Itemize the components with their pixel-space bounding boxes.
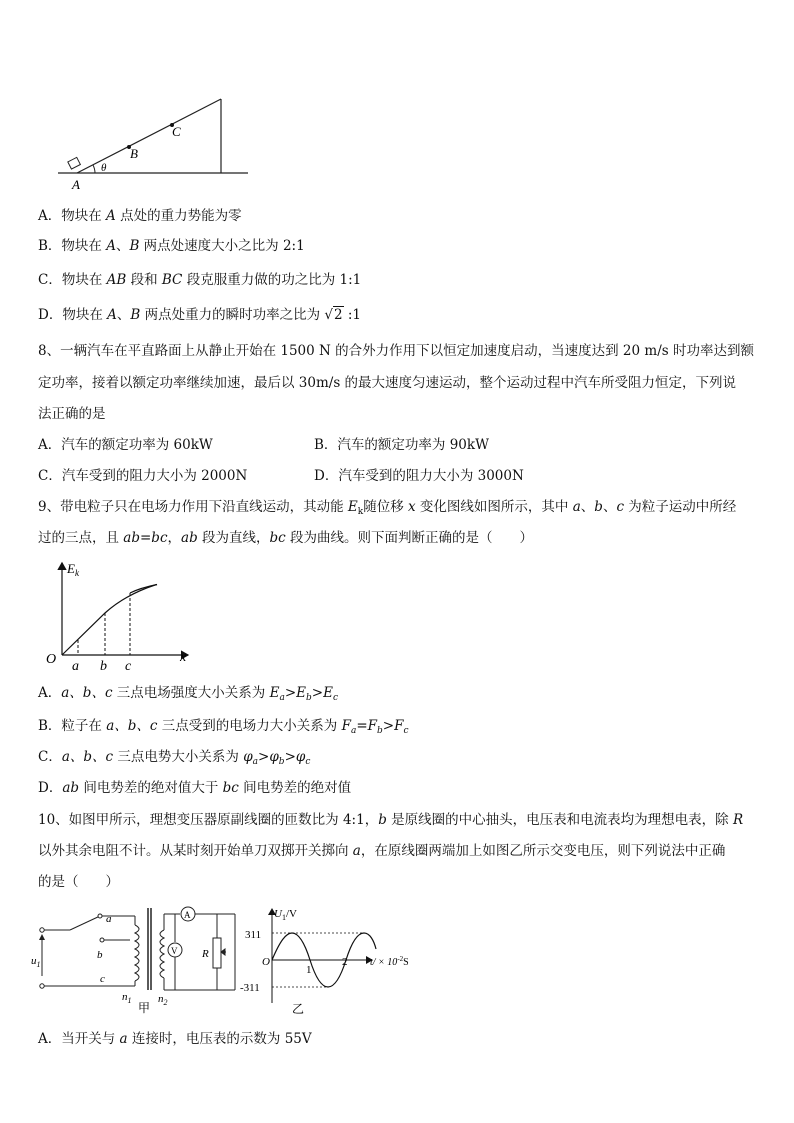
circuit-label-u1: $u_1$ [31,955,41,969]
wave-t-axis-label: $t/ \times 10^{-2}S$ [370,955,409,968]
q9-stem-line2: 过的三点，且 ab=bc，ab 段为直线，bc 段为曲线。则下面判断正确的是（ ） [38,530,534,546]
wave-origin: O [262,956,270,968]
y-axis-label: $E_k$ [67,561,79,578]
q9-option-c: C．a、b、c 三点电势大小关系为 $\varphi_a>\varphi_b>\varphi_c$ [38,749,311,767]
q8-stem-line1: 8、一辆汽车在平直路面上从静止开始在 1500 N 的合外力作用下以恒定加速度启动，当速度达到 20 m/s 时功率达到额 [38,343,754,359]
tick-a: a [72,659,79,674]
ek-x-graph [40,555,200,675]
wave-trough-value: -311 [240,982,260,994]
resistor-label: R [202,948,209,960]
sqrt-symbol: √2 [324,307,343,323]
q7-option-c: C．物块在 AB 段和 BC 段克服重力做的功之比为 1:1 [38,272,362,288]
q10-stem-line1: 10、如图甲所示，理想变压器原副线圈的匝数比为 4:1，b 是原线圈的中心抽头，电压表和电流表均为理想电表，除 R [38,812,744,828]
circuit-label-n1: $n_1$ [122,991,132,1005]
q9-option-a: A．a、b、c 三点电场强度大小关系为 $E_a>E_b>E_c$ [38,685,338,703]
label-a: A [72,177,80,192]
circuit-label-n2: $n_2$ [158,993,168,1007]
tick-c: c [125,659,132,674]
q7-option-a: A．物块在 A 点处的重力势能为零 [38,208,242,224]
wave-tick-2: 2 [342,956,348,968]
q7-option-b: B．物块在 A、B 两点处速度大小之比为 2:1 [38,238,305,254]
circuit-label-a: a [106,913,112,925]
q8-stem-line3: 法正确的是 [38,406,106,422]
wave-peak-value: 311 [245,929,262,941]
q8-option-b: B．汽车的额定功率为 90kW [314,437,489,453]
circuit-label-b: b [97,949,103,961]
wave-tick-1: 1 [306,964,312,976]
label-theta: θ [101,162,107,174]
q9-option-d: D．ab 间电势差的绝对值大于 bc 间电势差的绝对值 [38,780,352,796]
voltmeter-label: V [171,946,178,956]
tick-b: b [100,659,107,674]
ek-curve [62,585,157,656]
q8-option-c: C．汽车受到的阻力大小为 2000N [38,468,248,484]
incline-figure [50,95,250,195]
label-b: B [130,146,138,161]
caption-yi: 乙 [292,1002,305,1016]
label-c: C [172,124,181,139]
q9-stem-line1: 9、带电粒子只在电场力作用下沿直线运动，其动能 $E_k$随位移 x 变化图线如图所示，其中 a、b、c 为粒子运动中所经 [38,499,737,517]
q10-stem-line2: 以外其余电阻不计。从某时刻开始单刀双掷开关掷向 a，在原线圈两端加上如图乙所示交变电压，则下列说法中正确 [38,843,726,859]
q8-option-a: A．汽车的额定功率为 60kW [38,437,213,453]
voltage-waveform [236,903,436,1023]
q9-option-b: B．粒子在 a、b、c 三点受到的电场力大小关系为 $F_a=F_b>F_c$ [38,718,409,736]
transformer-circuit [30,900,250,1015]
circuit-label-c: c [100,973,105,985]
x-axis-label: x [180,650,187,665]
wave-y-label: $U_1/V$ [274,908,297,922]
origin-label: O [46,652,57,667]
caption-jia: 甲 [138,1001,151,1015]
q8-option-d: D．汽车受到的阻力大小为 3000N [314,468,524,484]
q8-stem-line2: 定功率，接着以额定功率继续加速，最后以 30m/s 的最大速度匀速运动，整个运动过程中汽车所受阻力恒定，下列说 [38,375,737,391]
q10-stem-line3: 的是（ ） [38,874,119,890]
ammeter-label: A [184,910,191,920]
q7-option-d: D．物块在 A、B 两点处重力的瞬时功率之比为 √2 :1 [38,307,362,323]
q10-option-a: A．当开关与 a 连接时，电压表的示数为 55V [38,1031,312,1047]
